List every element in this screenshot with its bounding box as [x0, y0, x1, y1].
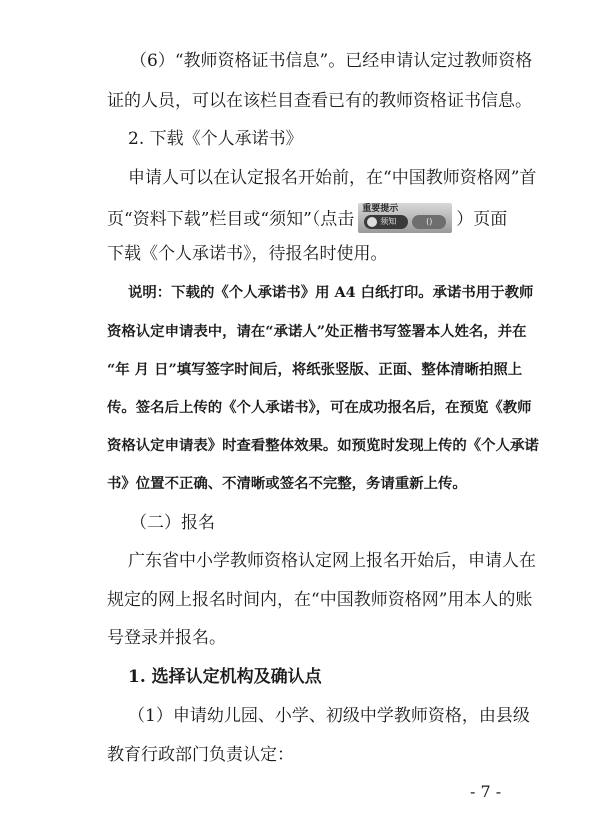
- note-line3: “年 月 日”填写签字时间后，将纸张竖版、正面、整体清晰拍照上: [107, 361, 523, 378]
- page-number: - 7 -: [470, 782, 502, 801]
- para-registration-line2: 规定的网上报名时间内，在“中国教师资格网”用本人的账: [107, 590, 533, 610]
- para-certificate-info-line2: 证的人员，可以在该栏目查看已有的教师资格证书信息。: [107, 91, 532, 111]
- section-download-heading: 2. 下载《个人承诺书》: [128, 129, 303, 149]
- note-line1: 说明：下载的《个人承诺书》用 A4 白纸打印。承诺书用于教师: [128, 284, 534, 301]
- note-line2: 资格认定申请表中，请在“承诺人”处正楷书写签署本人姓名，并在: [107, 323, 527, 340]
- para-certificate-info-line1: （6）“教师资格证书信息”。已经申请认定过教师资格: [130, 51, 533, 71]
- notice-button-right-pill: (): [412, 215, 446, 229]
- para-kindergarten-line1: （1）申请幼儿园、小学、初级中学教师资格，由县级: [128, 706, 530, 726]
- subsection-choose-agency-heading: 1. 选择认定机构及确认点: [128, 667, 322, 687]
- para-download-line3: 下载《个人承诺书》，待报名时使用。: [107, 244, 388, 264]
- para-download-line2: [0, 205, 594, 235]
- para-download-line2-text: 页“资料下载”栏目或“须知”（点击: [107, 209, 355, 230]
- para-registration-line3: 号登录并报名。: [107, 628, 226, 648]
- notice-button-left-pill: 须知: [364, 215, 408, 229]
- notice-button-image: [358, 203, 452, 233]
- para-kindergarten-line2: 教育行政部门负责认定：: [107, 745, 294, 765]
- note-line4: 传。签名后上传的《个人承诺书》，可在成功报名后，在预览《教师: [107, 399, 532, 416]
- para-registration-line1: 广东省中小学教师资格认定网上报名开始后，申请人在: [128, 551, 536, 571]
- para-download-line2-tail: ）页面: [456, 209, 508, 230]
- note-line6: 书》位置不正确、不清晰或签名不完整，务请重新上传。: [107, 475, 467, 492]
- section-registration-heading: （二）报名: [130, 513, 215, 533]
- note-line5: 资格认定申请表》时查看整体效果。如预览时发现上传的《个人承诺: [107, 437, 539, 454]
- notice-button-header: 重要提示: [362, 204, 399, 214]
- para-download-line1: 申请人可以在认定报名开始前，在“中国教师资格网”首: [128, 168, 537, 188]
